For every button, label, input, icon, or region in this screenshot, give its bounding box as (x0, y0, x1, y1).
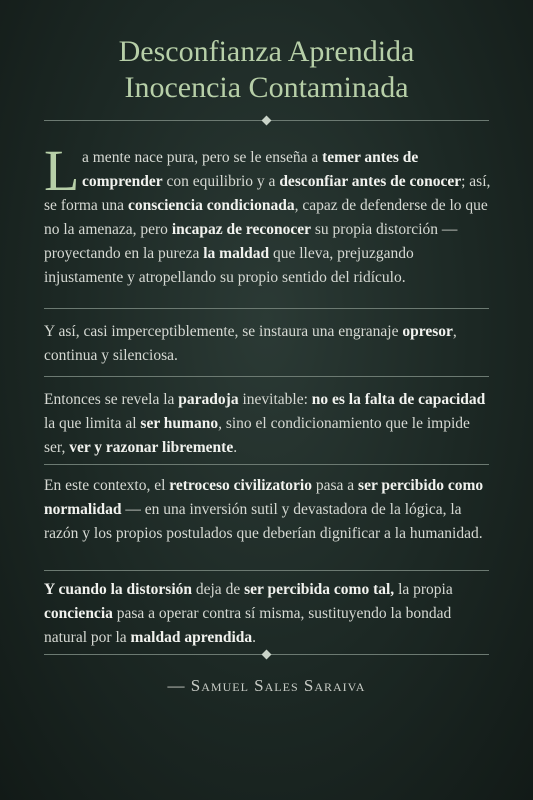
p5-bold-3: conciencia (44, 605, 113, 622)
p3-text-e: , sino el condicionamiento que le impide ser, (44, 415, 470, 456)
p4-text-c: pasa a (312, 477, 359, 494)
p4-text-d: — en una inversión sutil y devastadora de la lógica, la razón y los propios postulados que deberían dignificar a la humanidad. (44, 501, 483, 542)
p3-text-a: Entonces se revela la (44, 391, 179, 408)
p2-text-c: , continua y silenciosa. (44, 323, 457, 364)
paragraph-4 (44, 474, 494, 546)
author-attribution: — Samuel Sales Saraiva (167, 676, 366, 695)
p1-text-f: su propia distorción — proyectando en la pureza (44, 221, 458, 262)
divider-2 (44, 376, 489, 377)
p1-text-d: ; así, se forma una (44, 173, 491, 214)
divider-3 (44, 464, 489, 465)
paragraph-3 (44, 388, 494, 460)
p2-bold-1: opresor (402, 323, 453, 340)
p1-bold-4: incapaz de reconocer (171, 221, 311, 238)
paragraph-5 (44, 578, 494, 650)
p3-bold-1: paradoja (178, 391, 239, 408)
p1-bold-3: consciencia condicionada (127, 197, 295, 214)
paragraph-2 (44, 320, 494, 368)
p1-bold-5: la maldad (203, 245, 270, 262)
bottom-diamond-ornament (262, 650, 272, 660)
p1-bold-2: desconfiar antes de conocer (279, 173, 462, 190)
p3-text-d: la que limita al (44, 415, 141, 432)
top-diamond-ornament (262, 116, 272, 126)
p1-text-a: a mente nace pura, pero se le enseña a (82, 149, 323, 166)
p3-text-f: . (233, 439, 238, 456)
p3-bold-4: ver y razonar libremente (69, 439, 234, 456)
title-line-1: Desconfianza Aprendida (118, 35, 415, 68)
p5-text-e: . (252, 629, 256, 646)
p5-bold-4: maldad aprendida (130, 629, 253, 646)
p1-text-g: que lleva, prejuzgando injustamente y atropellando su propio sentido del ridículo. (44, 245, 414, 286)
p4-bold-1: retroceso civilizatorio (169, 477, 312, 494)
p4-text-a: En este contexto, el (44, 477, 170, 494)
p1-bold-1: temer antes de comprender (82, 149, 419, 190)
divider-1 (44, 308, 489, 309)
p4-bold-2: ser percibido como normalidad (44, 477, 484, 518)
divider-4 (44, 570, 489, 571)
p1-text-c: con equilibrio y a (162, 173, 280, 190)
p3-bold-3: ser humano (140, 415, 219, 432)
p3-text-c: inevitable: (238, 391, 312, 408)
p5-text-a: deja de (192, 581, 245, 598)
p2-text-a: Y así, casi imperceptiblemente, se instaura una engranaje (44, 323, 403, 340)
p5-bold-1: Y cuando la distorsión (44, 581, 192, 598)
paragraph-1 (44, 138, 494, 290)
p5-bold-2: ser percibida como tal, (244, 581, 395, 598)
drop-cap: L (44, 138, 80, 203)
p5-text-c: la propia (394, 581, 453, 598)
p5-text-d: pasa a operar contra sí misma, sustituyendo la bondad natural por la (44, 605, 452, 646)
p3-bold-2: no es la falta de capacidad (311, 391, 486, 408)
title-line-2: Inocencia Contaminada (124, 71, 409, 104)
p1-text-e: , capaz de defenderse de lo que no la amenaza, pero (44, 197, 488, 238)
